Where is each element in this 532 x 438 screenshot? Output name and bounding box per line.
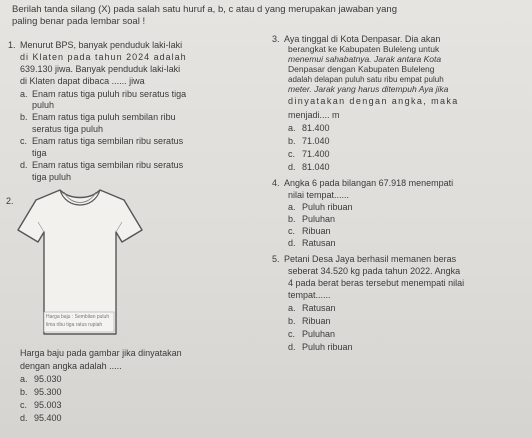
q1-text-4: di Klaten dapat dibaca ...... jiwa [20, 76, 145, 86]
q2-option-a-letter[interactable]: a. [20, 374, 28, 384]
q1-text-2: di Klaten pada tahun 2024 adalah [20, 52, 187, 62]
q4-option-c-letter[interactable]: c. [288, 226, 296, 236]
price-tag-line-2: lima ribu tiga ratus rupiah [46, 322, 103, 328]
q3-option-a-letter[interactable]: a. [288, 123, 296, 133]
q2-option-b-text: 95.300 [34, 387, 62, 397]
q3-option-c-letter[interactable]: c. [288, 149, 296, 159]
q1-option-d-letter[interactable]: d. [20, 160, 28, 170]
q3-text-7: dinyatakan dengan angka, maka [288, 96, 459, 106]
q2-text-2: dengan angka adalah ..... [20, 361, 122, 371]
q3-option-b-letter[interactable]: b. [288, 136, 296, 146]
q3-text-8: menjadi.... m [288, 110, 340, 120]
q4-option-b-letter[interactable]: b. [288, 214, 296, 224]
q4-option-b-text: Puluhan [302, 214, 336, 224]
q5-text-3: 4 pada berat beras tersebut menempati nilai [288, 278, 465, 288]
q4-option-a-letter[interactable]: a. [288, 202, 296, 212]
q5-text-1: Petani Desa Jaya berhasil memanen beras [284, 254, 457, 264]
q3-text-1: Aya tinggal di Kota Denpasar. Dia akan [284, 34, 441, 44]
q1-text-1: Menurut BPS, banyak penduduk laki-laki [20, 40, 183, 50]
q1-option-b-text-2: seratus tiga puluh [32, 124, 104, 134]
q2-option-d-text: 95.400 [34, 413, 62, 423]
q2-option-d-letter[interactable]: d. [20, 413, 28, 423]
q1-option-d-text-1: Enam ratus tiga sembilan ribu seratus [32, 160, 184, 170]
q5-option-b-text: Ribuan [302, 316, 331, 326]
q1-option-b-text-1: Enam ratus tiga puluh sembilan ribu [32, 112, 176, 122]
q5-option-a-letter[interactable]: a. [288, 303, 296, 313]
q1-text-3: 639.130 jiwa. Banyak penduduk laki-laki [20, 64, 181, 74]
q1-option-d-text-2: tiga puluh [32, 172, 72, 182]
q5-option-c-letter[interactable]: c. [288, 329, 296, 339]
q1-option-a-text-2: puluh [32, 100, 55, 110]
q2-option-b-letter[interactable]: b. [20, 387, 28, 397]
q4-option-d-letter[interactable]: d. [288, 238, 296, 248]
instruction-line-1: Berilah tanda silang (X) pada salah satu huruf a, b, c atau d yang merupakan jawaban yang [12, 4, 398, 15]
q2-number: 2. [6, 196, 14, 206]
q3-option-b-text: 71.040 [302, 136, 330, 146]
q5-number: 5. [272, 254, 280, 264]
q2-option-c-letter[interactable]: c. [20, 400, 28, 410]
q5-option-a-text: Ratusan [302, 303, 336, 313]
q4-option-a-text: Puluh ribuan [302, 202, 353, 212]
q3-text-2: berangkat ke Kabupaten Buleleng untuk [288, 44, 440, 54]
q1-option-c-text-1: Enam ratus tiga sembilan ribu seratus [32, 136, 184, 146]
q3-text-6: meter. Jarak yang harus ditempuh Aya jika [288, 84, 449, 94]
q5-text-4: tempat...... [288, 290, 331, 300]
q1-option-b-letter[interactable]: b. [20, 112, 28, 122]
q5-text-2: seberat 34.520 kg pada tahun 2022. Angka [288, 266, 461, 276]
q3-option-c-text: 71.400 [302, 149, 330, 159]
q4-number: 4. [272, 178, 280, 188]
q1-option-a-letter[interactable]: a. [20, 89, 28, 99]
q1-number: 1. [8, 40, 16, 50]
q3-text-3: menemui sahabatnya. Jarak antara Kota [288, 54, 442, 64]
q4-text-2: nilai tempat...... [288, 190, 350, 200]
q2-option-a-text: 95.030 [34, 374, 62, 384]
q1-option-c-letter[interactable]: c. [20, 136, 28, 146]
q5-option-d-text: Puluh ribuan [302, 342, 353, 352]
q1-option-c-text-2: tiga [32, 148, 47, 158]
q3-number: 3. [272, 34, 280, 44]
q2-text-1: Harga baju pada gambar jika dinyatakan [20, 348, 182, 358]
q1-option-a-text-1: Enam ratus tiga puluh ribu seratus tiga [32, 89, 187, 99]
q5-option-d-letter[interactable]: d. [288, 342, 296, 352]
tshirt-image [16, 184, 144, 344]
q2-option-c-text: 95.003 [34, 400, 62, 410]
price-tag-line-1: Harga baju : Sembilan puluh [46, 314, 110, 320]
q4-option-d-text: Ratusan [302, 238, 336, 248]
q3-option-d-text: 81.040 [302, 162, 330, 172]
q3-option-d-letter[interactable]: d. [288, 162, 296, 172]
q3-text-4: Denpasar dengan Kabupaten Buleleng [288, 64, 435, 74]
q4-option-c-text: Ribuan [302, 226, 331, 236]
q3-option-a-text: 81.400 [302, 123, 330, 133]
q5-option-b-letter[interactable]: b. [288, 316, 296, 326]
q4-text-1: Angka 6 pada bilangan 67.918 menempati [284, 178, 454, 188]
q5-option-c-text: Puluhan [302, 329, 336, 339]
q3-text-5: adalah delapan puluh satu ribu empat puluh [288, 75, 444, 84]
instruction-line-2: paling benar pada lembar soal ! [12, 16, 146, 27]
